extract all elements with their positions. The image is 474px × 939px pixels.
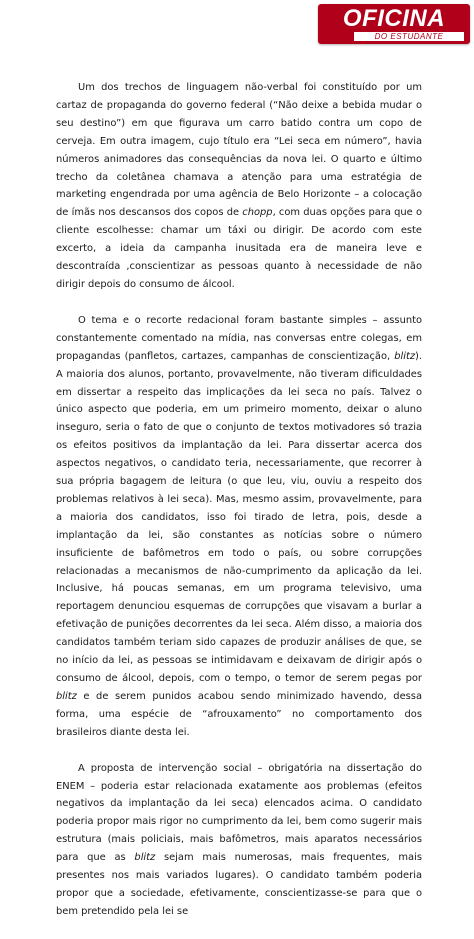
logo-title: OFICINA (342, 5, 446, 32)
text-run: Um dos trechos de linguagem não-verbal foi constituído por um cartaz de propaganda do governo federal (“Não deixe a bebida mudar o seu destino”) em que figurava um carro batido contra um copo de cerveja. Em outra imagem, cujo título era “Lei seca em número”, havia números animadores das consequências da nova lei. O quarto e último trecho da coletânea chamava a atenção para uma estratégia de marketing engendrada por uma agência de Belo Horizonte – a colocação de ímãs nos descansos dos copos de (56, 82, 422, 219)
italic-term: blitz (394, 350, 415, 362)
text-run: sejam mais numerosas, mais frequentes, mais presentes nos mais variados lugares). O candidato também poderia propor que a sociedade, efetivamente, conscientizasse-se para que o bem pretendido pela lei se (56, 852, 422, 917)
text-run: e de serem punidos acabou sendo minimizado havendo, dessa forma, uma espécie de “afrouxamento” no comportamento dos brasileiros diante desta lei. (56, 690, 422, 738)
paragraph-1 (56, 79, 422, 294)
text-run: , com duas opções para que o cliente escolhesse: chamar um táxi ou dirigir. De acordo com este excerto, a ideia da campanha inusitada era de maneira leve e descontraída ,conscientizar as pessoas quanto à necessidade de não dirigir depois do consumo de álcool. (56, 207, 422, 290)
oficina-logo (318, 4, 470, 44)
document-body (56, 79, 422, 939)
italic-term: chopp (242, 207, 273, 219)
italic-term: blitz (56, 690, 77, 702)
italic-term: blitz (134, 852, 156, 864)
page-header (0, 0, 474, 48)
logo-subtitle: DO ESTUDANTE (374, 32, 444, 41)
text-run: A proposta de intervenção social – obrigatória na dissertação do ENEM – poderia estar relacionada exatamente aos problemas (efeitos negativos da implantação da lei seca) elencados acima. O candidato poderia propor mais rigor no cumprimento da lei, bem como sugerir mais estrutura (mais policiais, mais bafômetros, mais aparatos necessários para que as (56, 762, 422, 864)
text-run: O tema e o recorte redacional foram bastante simples – assunto constantemente comentado na mídia, nas conversas entre colegas, em propagandas (panfletos, cartazes, campanhas de conscientização, (56, 314, 422, 362)
text-run: ). A maioria dos alunos, portanto, provavelmente, não tiveram dificuldades em dissertar a respeito das implicações da lei seca no país. Talvez o único aspecto que poderia, em um primeiro momento, deixar o aluno inseguro, seria o fato de que o conjunto de textos motivadores só trazia os efeitos positivos da implantação da lei. Para dissertar acerca dos aspectos negativos, o candidato teria, necessariamente, que recorrer à sua própria bagagem de leitura (o que leu, viu, ouviu a respeito dos problemas relativos à lei seca). Mas, mesmo assim, provavelmente, para a maioria dos candidatos, isso foi tirado de letra, pois, desde a implantação da lei, são constantes as notícias sobre o número insuficiente de bafômetros em todo o país, ou sobre corrupções relacionadas a mecanismos de não-cumprimento da aplicação da lei. Inclusive, há poucas semanas, em um programa televisivo, uma reportagem denunciou esquemas de corrupções que visavam a burlar a efetivação de punições decorrentes da lei seca. Além disso, a maioria dos candidatos também teriam sido capazes de produzir análises de que, se no início da lei, as pessoas se intimidavam e deixavam de dirigir após o consumo de álcool, depois, com o tempo, o temor de serem pegas por (56, 350, 422, 684)
paragraph-3 (56, 760, 422, 921)
paragraph-2 (56, 312, 422, 742)
